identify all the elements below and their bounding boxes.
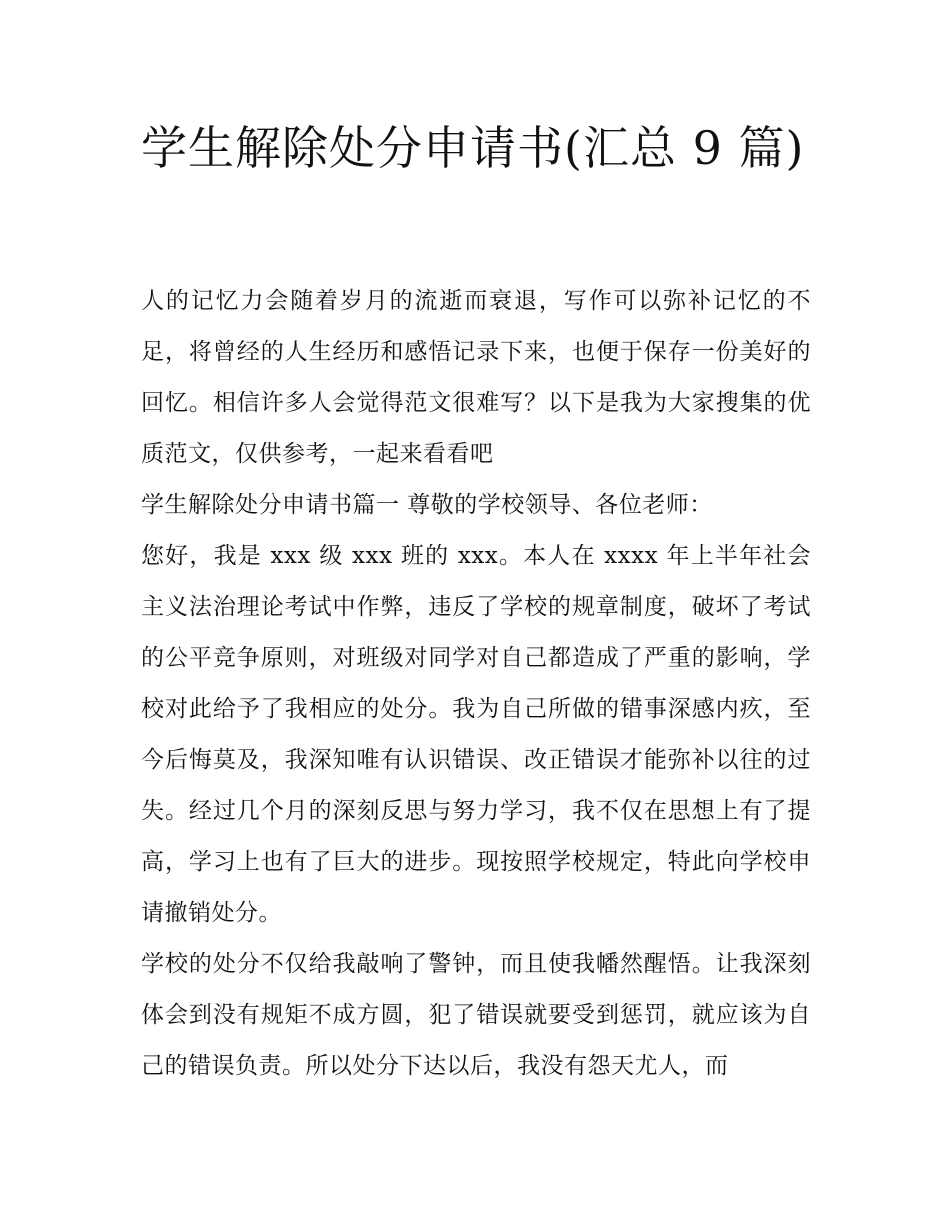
document-page <box>141 0 811 1229</box>
intro-paragraph: 人的记忆力会随着岁月的流逝而衰退，写作可以弥补记忆的不足，将曾经的人生经历和感悟记录下来，也便于保存一份美好的回忆。相信许多人会觉得范文很难写？以下是我为大家搜集的优质范文，仅供参考，一起来看看吧 <box>141 288 811 467</box>
document-body <box>141 276 811 1092</box>
letter-body-paragraph: 学校的处分不仅给我敲响了警钟，而且使我幡然醒悟。让我深刻体会到没有规矩不成方圆，犯了错误就要受到惩罚，就应该为自己的错误负责。所以处分下达以后，我没有怨天尤人，而 <box>141 951 811 1079</box>
document-title: 学生解除处分申请书(汇总 9 篇) <box>141 121 805 175</box>
letter-body-paragraph: 您好，我是 xxx 级 xxx 班的 xxx。本人在 xxxx 年上半年社会主义法治理论考试中作弊，违反了学校的规章制度，破坏了考试的公平竞争原则，对班级对同学对自己都造成了严重的影响，学校对此给予了我相应的处分。我为自己所做的错事深感内疚，至今后悔莫及，我深知唯有认识错误、改正错误才能弥补以往的过失。经过几个月的深刻反思与努力学习，我不仅在思想上有了提高，学习上也有了巨大的进步。现按照学校规定，特此向学校申请撤销处分。 <box>141 543 811 926</box>
letter-heading-paragraph: 学生解除处分申请书篇一 尊敬的学校领导、各位老师： <box>141 492 713 518</box>
